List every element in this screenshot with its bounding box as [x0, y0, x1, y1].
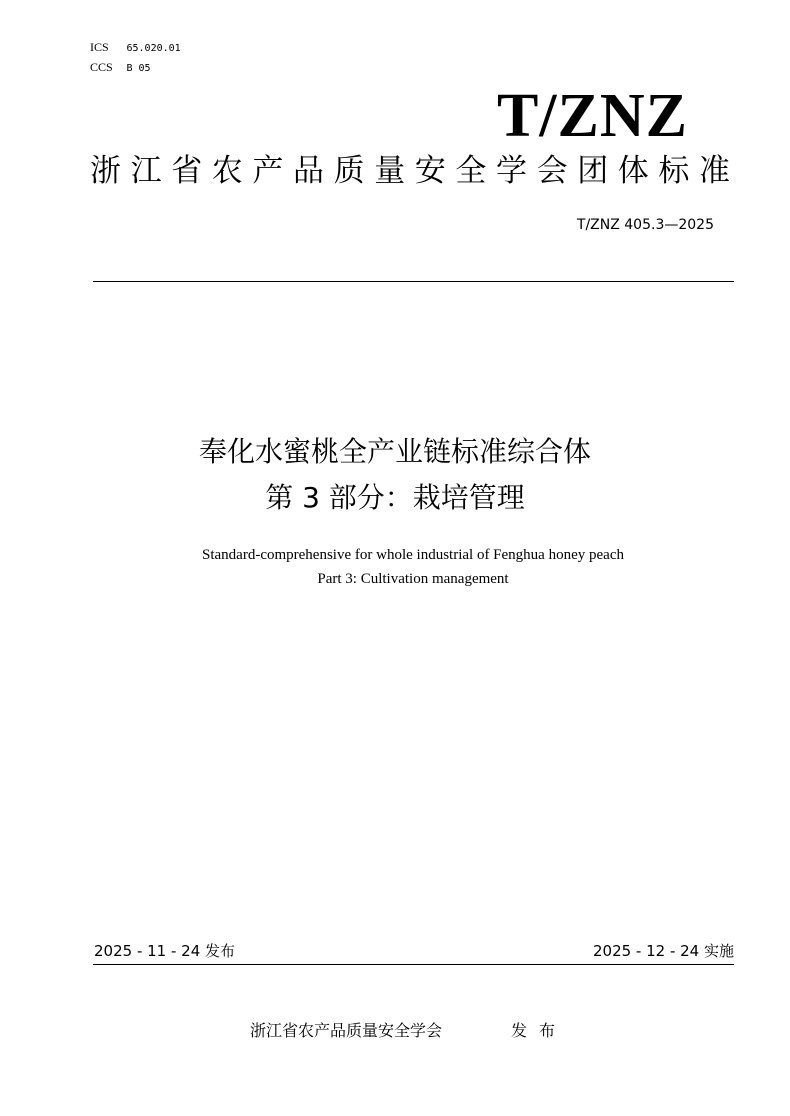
organization-title: 浙江省农产品质量安全学会团体标准: [90, 153, 730, 189]
top-divider: [93, 281, 734, 282]
ics-label: ICS: [90, 40, 109, 54]
issue-date: 2025 - 11 - 24 发布: [94, 942, 236, 960]
title-en-line2: Part 3: Cultivation management: [317, 571, 509, 587]
effective-date: 2025 - 12 - 24 实施: [592, 942, 734, 960]
standard-logo: T/ZNZ: [496, 82, 688, 150]
publisher-name: 浙江省农产品质量安全学会: [250, 1021, 443, 1040]
ics-code: [90, 40, 181, 56]
publish-label: 发布: [511, 1021, 568, 1040]
ccs-label: CCS: [90, 60, 113, 74]
title-zh-line2: 第 3 部分：栽培管理: [265, 481, 525, 514]
ccs-code: [90, 60, 151, 76]
title-zh-line1: 奉化水蜜桃全产业链标准综合体: [198, 435, 591, 468]
ics-value: 65.020.01: [126, 43, 181, 54]
bottom-divider: [93, 964, 734, 965]
standard-number: T/ZNZ 405.3—2025: [576, 217, 714, 233]
ccs-value: B 05: [126, 63, 151, 74]
title-en-line1: Standard-comprehensive for whole industrial of Fenghua honey peach: [202, 547, 624, 563]
